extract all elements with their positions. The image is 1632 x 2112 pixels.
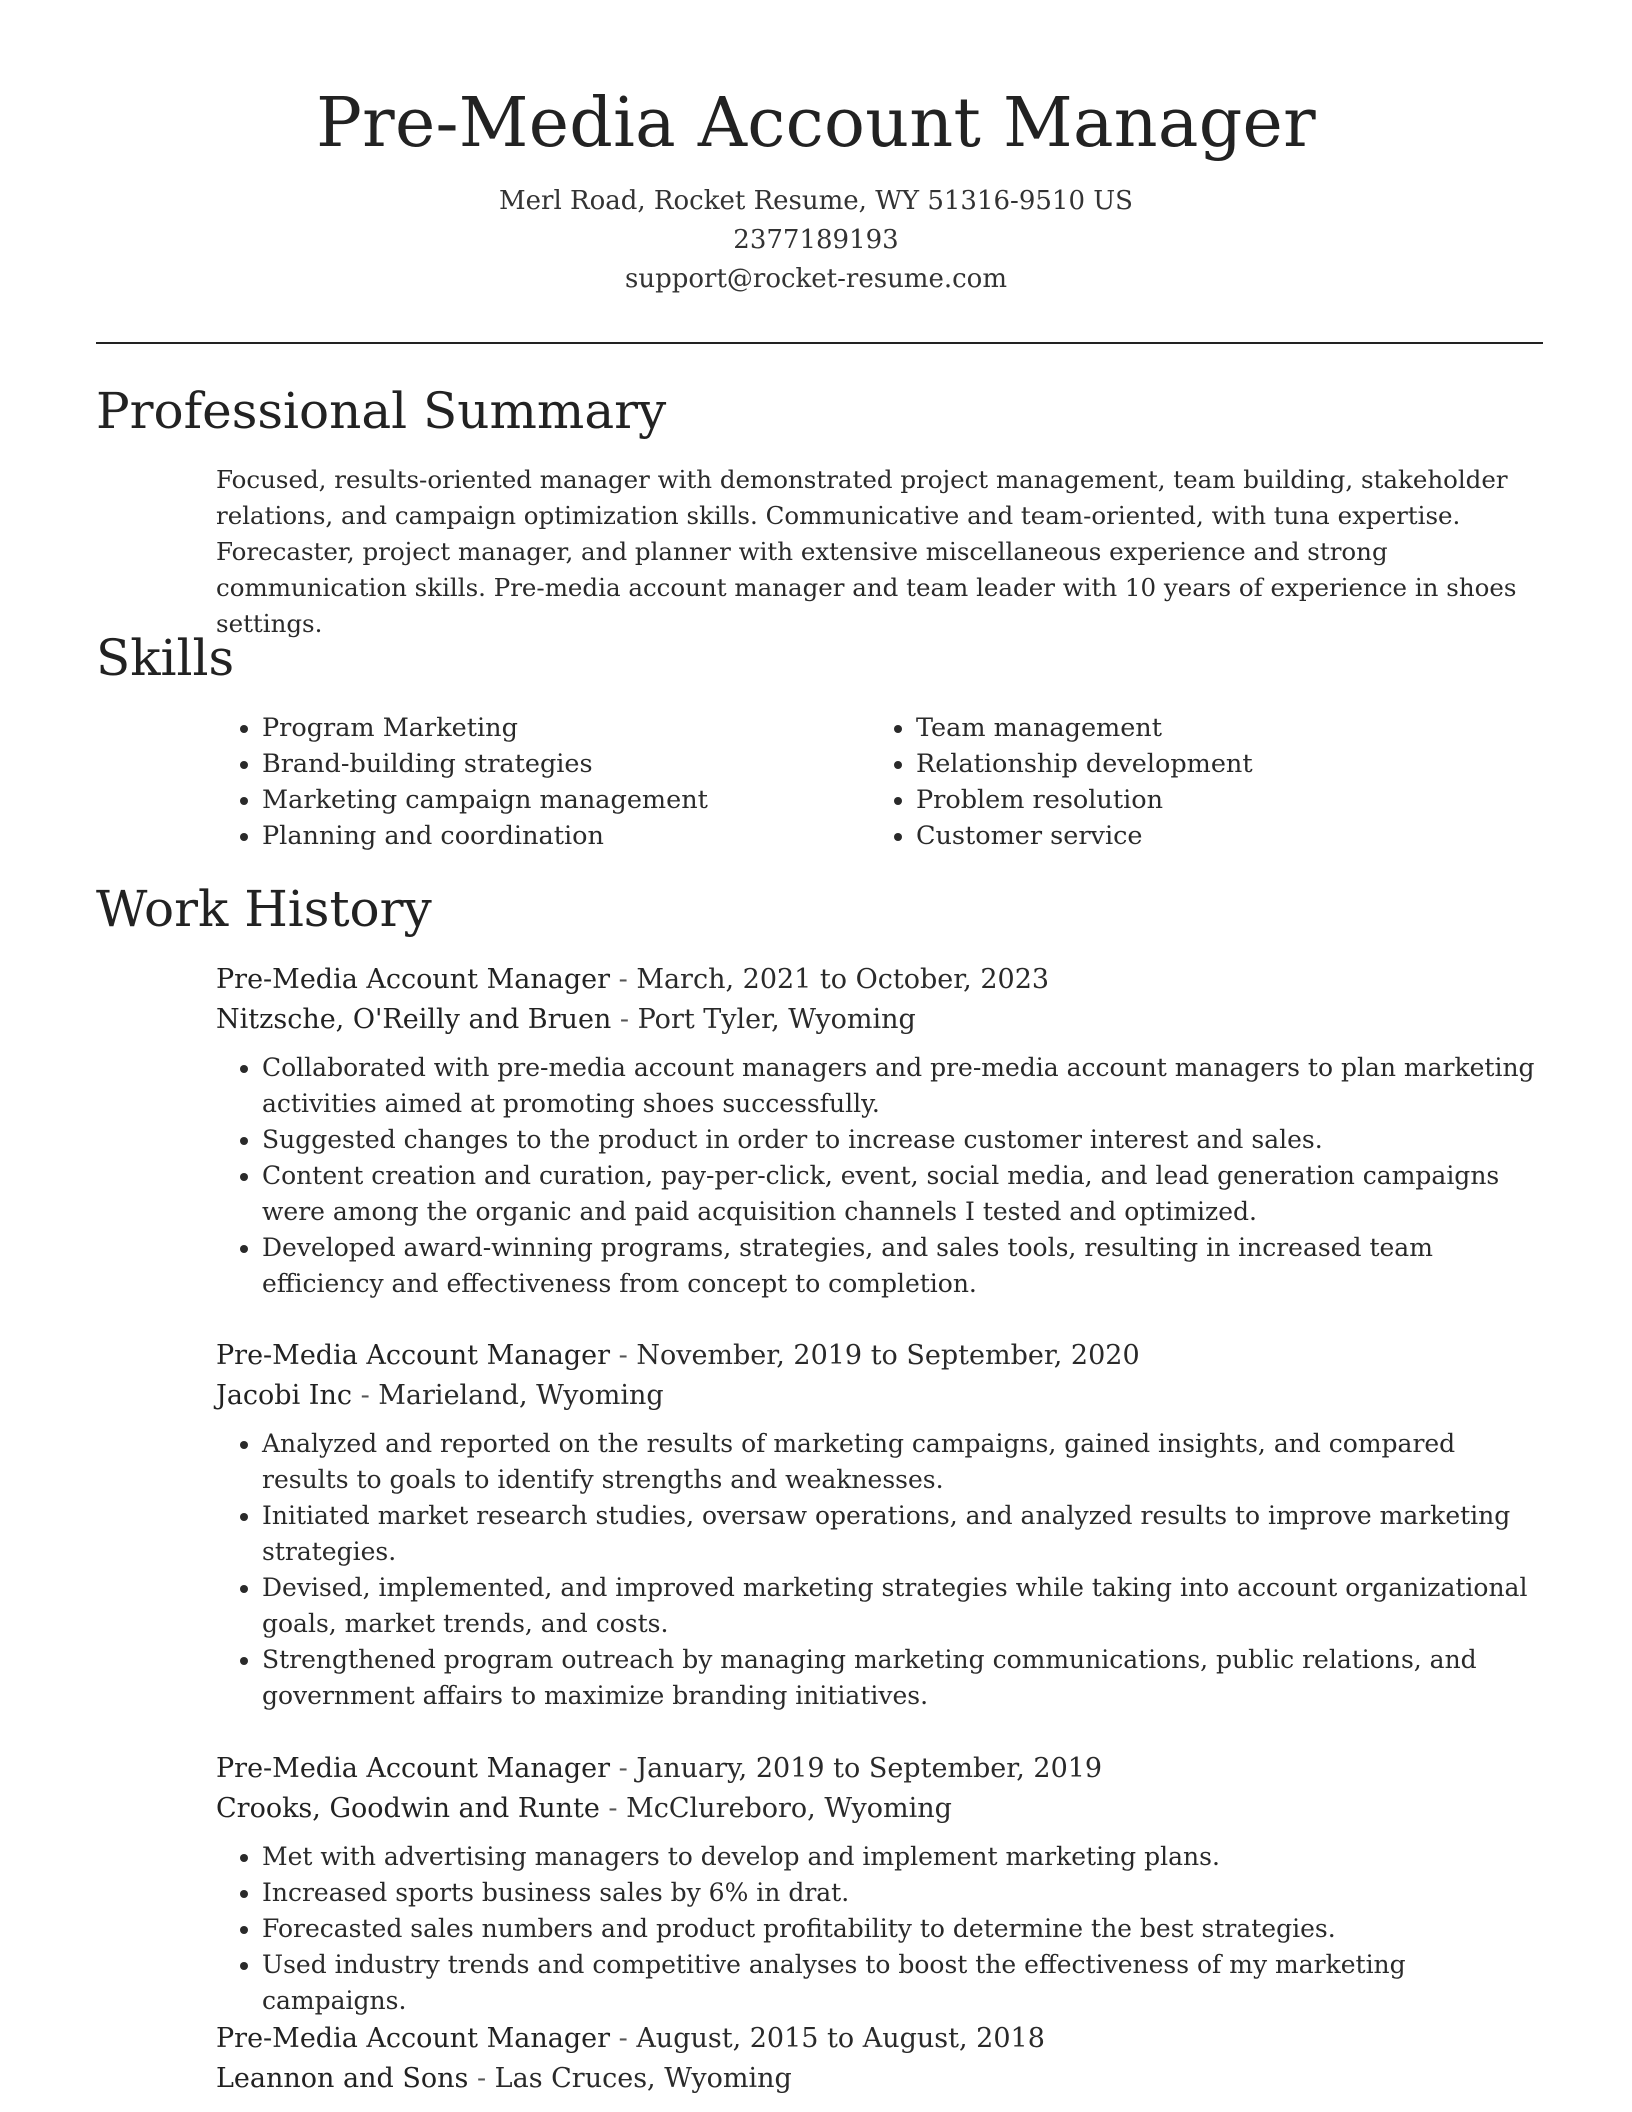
skills-heading: Skills [96, 629, 235, 687]
company-name: Crooks, Goodwin and Runte [216, 1793, 600, 1824]
job-bullet: • Forecasted sales numbers and product profitability to determine the best strategies. [262, 1911, 1546, 1947]
job-dates: March, 2021 to October, 2023 [636, 964, 1050, 995]
resume-header [0, 80, 1632, 299]
job-bullets [216, 1839, 1546, 2019]
job-bullet: • Content creation and curation, pay-per-click, event, social media, and lead generation campaigns were among the organic and paid acquisition channels I tested and optimized. [262, 1158, 1546, 1230]
job-entry [216, 2019, 1546, 2099]
header-divider [96, 342, 1543, 344]
company-line [216, 1376, 1546, 1416]
separator: - [610, 964, 637, 995]
skill-item: • Customer service [916, 818, 1253, 854]
separator: - [468, 2063, 495, 2094]
job-bullet: • Developed award-winning programs, strategies, and sales tools, resulting in increased team efficiency and effectiveness from concept to completion. [262, 1230, 1546, 1302]
job-bullet: • Suggested changes to the product in order to increase customer interest and sales. [262, 1122, 1546, 1158]
job-location: Port Tyler, Wyoming [637, 1004, 916, 1035]
separator: - [610, 1340, 637, 1371]
skills-list-right [870, 710, 1253, 854]
separator: - [611, 1004, 638, 1035]
job-bullet: • Strengthened program outreach by managing marketing communications, public relations, and government affairs to maximize branding initiatives. [262, 1642, 1546, 1714]
job-dates: November, 2019 to September, 2020 [636, 1340, 1140, 1371]
skill-item: • Relationship development [916, 746, 1253, 782]
job-bullet: • Used industry trends and competitive analyses to boost the effectiveness of my marketing campaigns. [262, 1947, 1546, 2019]
job-entry [216, 1749, 1546, 2019]
job-location: McClureboro, Wyoming [626, 1793, 952, 1824]
job-dates: January, 2019 to September, 2019 [636, 1753, 1103, 1784]
company-line [216, 2059, 1546, 2099]
job-bullet: • Collaborated with pre-media account managers and pre-media account managers to plan marketing activities aimed at promoting shoes successfully. [262, 1050, 1546, 1122]
job-title: Pre-Media Account Manager [216, 2023, 611, 2054]
job-title-line [216, 2019, 1546, 2059]
job-bullet: • Met with advertising managers to develop and implement marketing plans. [262, 1839, 1546, 1875]
job-bullet: • Analyzed and reported on the results of marketing campaigns, gained insights, and compared results to goals to identify strengths and weaknesses. [262, 1426, 1546, 1498]
job-location: Las Cruces, Wyoming [494, 2063, 792, 2094]
phone-text: 2377189193 [733, 225, 899, 255]
job-location: Marieland, Wyoming [378, 1380, 664, 1411]
skill-item: • Team management [916, 710, 1253, 746]
candidate-name: Pre-Media Account Manager [316, 84, 1316, 163]
separator: - [610, 2023, 637, 2054]
separator: - [610, 1753, 637, 1784]
job-bullet: • Initiated market research studies, oversaw operations, and analyzed results to improve marketing strategies. [262, 1498, 1546, 1570]
job-entry [216, 960, 1546, 1302]
job-dates: August, 2015 to August, 2018 [636, 2023, 1045, 2054]
skill-item: • Program Marketing [262, 710, 708, 746]
separator: - [599, 1793, 627, 1824]
job-entry [216, 1336, 1546, 1714]
skill-item: • Problem resolution [916, 782, 1253, 818]
skill-item: • Marketing campaign management [262, 782, 708, 818]
job-title: Pre-Media Account Manager [216, 964, 611, 995]
skills-list-left [216, 710, 708, 854]
job-title-line [216, 1336, 1546, 1376]
job-bullet: • Increased sports business sales by 6% in drat. [262, 1875, 1546, 1911]
job-title-line [216, 1749, 1546, 1789]
job-bullets [216, 1050, 1546, 1302]
company-line [216, 1000, 1546, 1040]
company-name: Jacobi Inc [216, 1380, 352, 1411]
company-name: Leannon and Sons [216, 2063, 469, 2094]
summary-heading: Professional Summary [96, 382, 667, 440]
job-title: Pre-Media Account Manager [216, 1753, 611, 1784]
address-text: Merl Road, Rocket Resume, WY 51316-9510 US [499, 186, 1133, 216]
company-name: Nitzsche, O'Reilly and Bruen [216, 1004, 612, 1035]
job-bullet: • Devised, implemented, and improved marketing strategies while taking into account organizational goals, market trends, and costs. [262, 1570, 1546, 1642]
contact-info [0, 182, 1632, 299]
separator: - [351, 1380, 379, 1411]
job-title: Pre-Media Account Manager [216, 1340, 611, 1371]
company-line [216, 1789, 1546, 1829]
email-text: support@rocket-resume.com [624, 264, 1007, 294]
job-title-line [216, 960, 1546, 1000]
work-history-heading: Work History [96, 880, 432, 938]
skill-item: • Planning and coordination [262, 818, 708, 854]
summary-text: Focused, results-oriented manager with demonstrated project management, team building, stakeholder relations, and campaign optimization skills. Communicative and team-oriented, with tuna expertise. Forecaster, project manager, and planner with extensive miscellaneous experience and strong communication skills. Pre-media account manager and team leader with 10 years of experience in shoes settings. [216, 465, 1517, 638]
skill-item: • Brand-building strategies [262, 746, 708, 782]
job-bullets [216, 1426, 1546, 1714]
